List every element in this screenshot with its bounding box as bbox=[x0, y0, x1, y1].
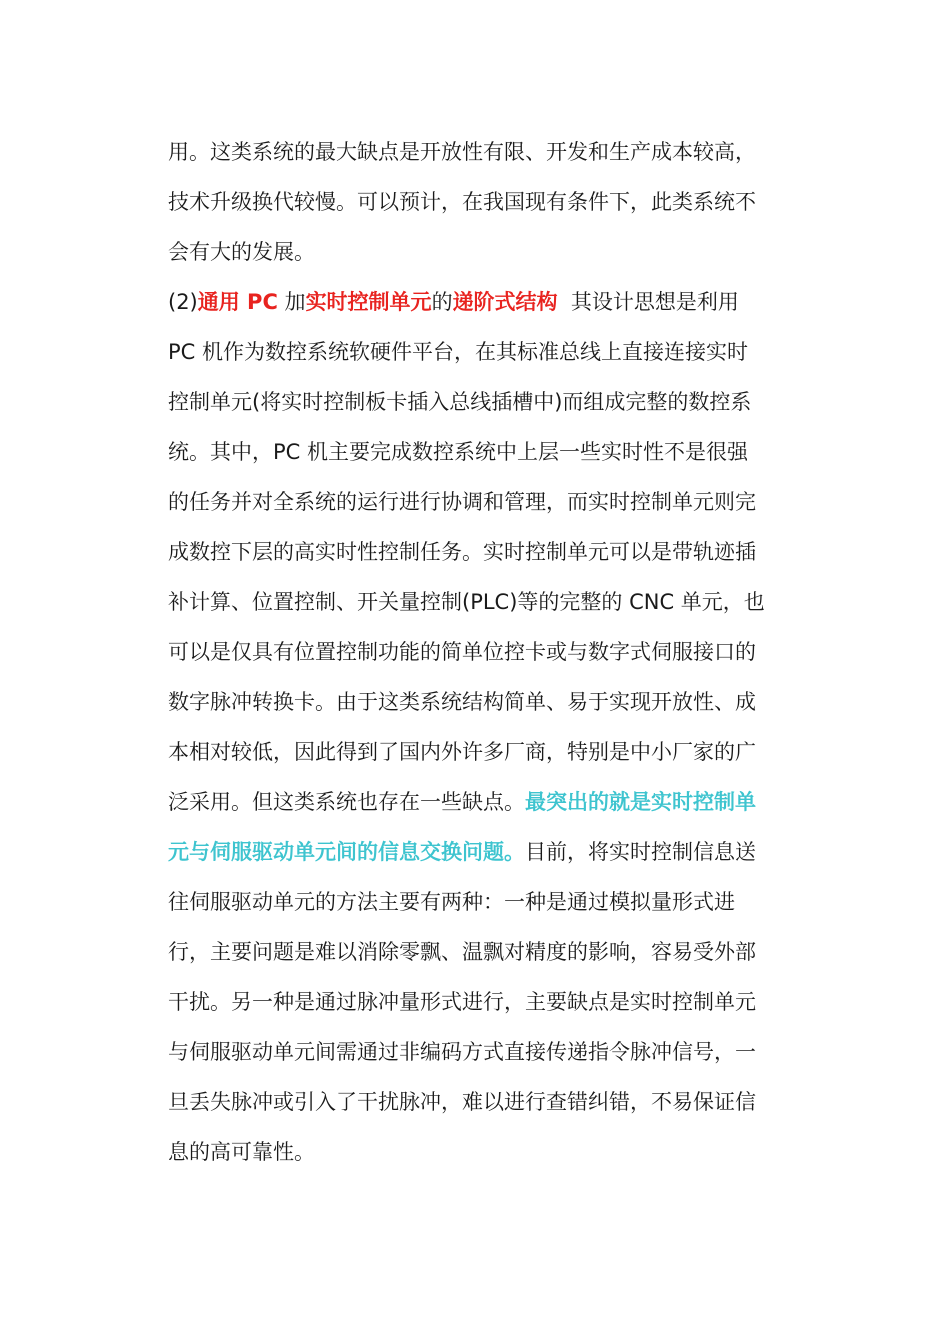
body-text: 息的高可靠性。 bbox=[168, 1140, 315, 1164]
text-line bbox=[168, 430, 798, 480]
body-text: 往伺服驱动单元的方法主要有两种：一种是通过模拟量形式进 bbox=[168, 890, 735, 914]
text-line bbox=[168, 1080, 798, 1130]
text-line bbox=[168, 630, 798, 680]
text-line bbox=[168, 830, 798, 880]
document-body bbox=[168, 130, 798, 1180]
body-text: 加 bbox=[277, 290, 306, 314]
text-line bbox=[168, 680, 798, 730]
red-emphasis-text: 通用 PC bbox=[197, 290, 278, 314]
body-text: 技术升级换代较慢。可以预计，在我国现有条件下，此类系统不 bbox=[168, 190, 756, 214]
body-text: (2) bbox=[168, 290, 198, 314]
body-text: 本相对较低，因此得到了国内外许多厂商，特别是中小厂家的广 bbox=[168, 740, 756, 764]
text-line bbox=[168, 230, 798, 280]
body-text: 用。这类系统的最大缺点是开放性有限、开发和生产成本较高， bbox=[168, 140, 756, 164]
text-line bbox=[168, 580, 798, 630]
text-line bbox=[168, 980, 798, 1030]
body-text: 成数控下层的高实时性控制任务。实时控制单元可以是带轨迹插 bbox=[168, 540, 756, 564]
body-text: 可以是仅具有位置控制功能的简单位控卡或与数字式伺服接口的 bbox=[168, 640, 756, 664]
body-text: 统。其中，PC 机主要完成数控系统中上层一些实时性不是很强 bbox=[168, 440, 748, 464]
text-line bbox=[168, 1130, 798, 1180]
text-line bbox=[168, 180, 798, 230]
red-emphasis-text: 实时控制单元 bbox=[305, 290, 432, 314]
body-text: 会有大的发展。 bbox=[168, 240, 315, 264]
text-line bbox=[168, 330, 798, 380]
text-line bbox=[168, 130, 798, 180]
body-text: 与伺服驱动单元间需通过非编码方式直接传递指令脉冲信号，一 bbox=[168, 1040, 756, 1064]
red-emphasis-text: 递阶式结构 bbox=[452, 290, 558, 314]
body-text: 旦丢失脉冲或引入了干扰脉冲，难以进行查错纠错，不易保证信 bbox=[168, 1090, 756, 1114]
text-line bbox=[168, 530, 798, 580]
text-line bbox=[168, 930, 798, 980]
body-text: 数字脉冲转换卡。由于这类系统结构简单、易于实现开放性、成 bbox=[168, 690, 756, 714]
body-text: 行，主要问题是难以消除零飘、温飘对精度的影响，容易受外部 bbox=[168, 940, 756, 964]
body-text: 控制单元(将实时控制板卡插入总线插槽中)而组成完整的数控系 bbox=[168, 390, 752, 414]
text-line bbox=[168, 480, 798, 530]
body-text: 泛采用。但这类系统也存在一些缺点。 bbox=[168, 790, 525, 814]
text-line bbox=[168, 880, 798, 930]
text-line bbox=[168, 1030, 798, 1080]
body-text: 补计算、位置控制、开关量控制(PLC)等的完整的 CNC 单元，也 bbox=[168, 590, 765, 614]
body-text: 的任务并对全系统的运行进行协调和管理，而实时控制单元则完 bbox=[168, 490, 756, 514]
teal-emphasis-text: 元与伺服驱动单元间的信息交换问题。 bbox=[168, 840, 525, 864]
body-text: 干扰。另一种是通过脉冲量形式进行，主要缺点是实时控制单元 bbox=[168, 990, 756, 1014]
body-text: 的 bbox=[431, 290, 453, 314]
body-text: 其设计思想是利用 bbox=[557, 290, 739, 314]
body-text: PC 机作为数控系统软硬件平台，在其标准总线上直接连接实时 bbox=[168, 340, 748, 364]
body-text: 目前，将实时控制信息送 bbox=[525, 840, 756, 864]
text-line bbox=[168, 280, 798, 330]
teal-emphasis-text: 最突出的就是实时控制单 bbox=[525, 790, 756, 814]
text-line bbox=[168, 380, 798, 430]
text-line bbox=[168, 780, 798, 830]
text-line bbox=[168, 730, 798, 780]
